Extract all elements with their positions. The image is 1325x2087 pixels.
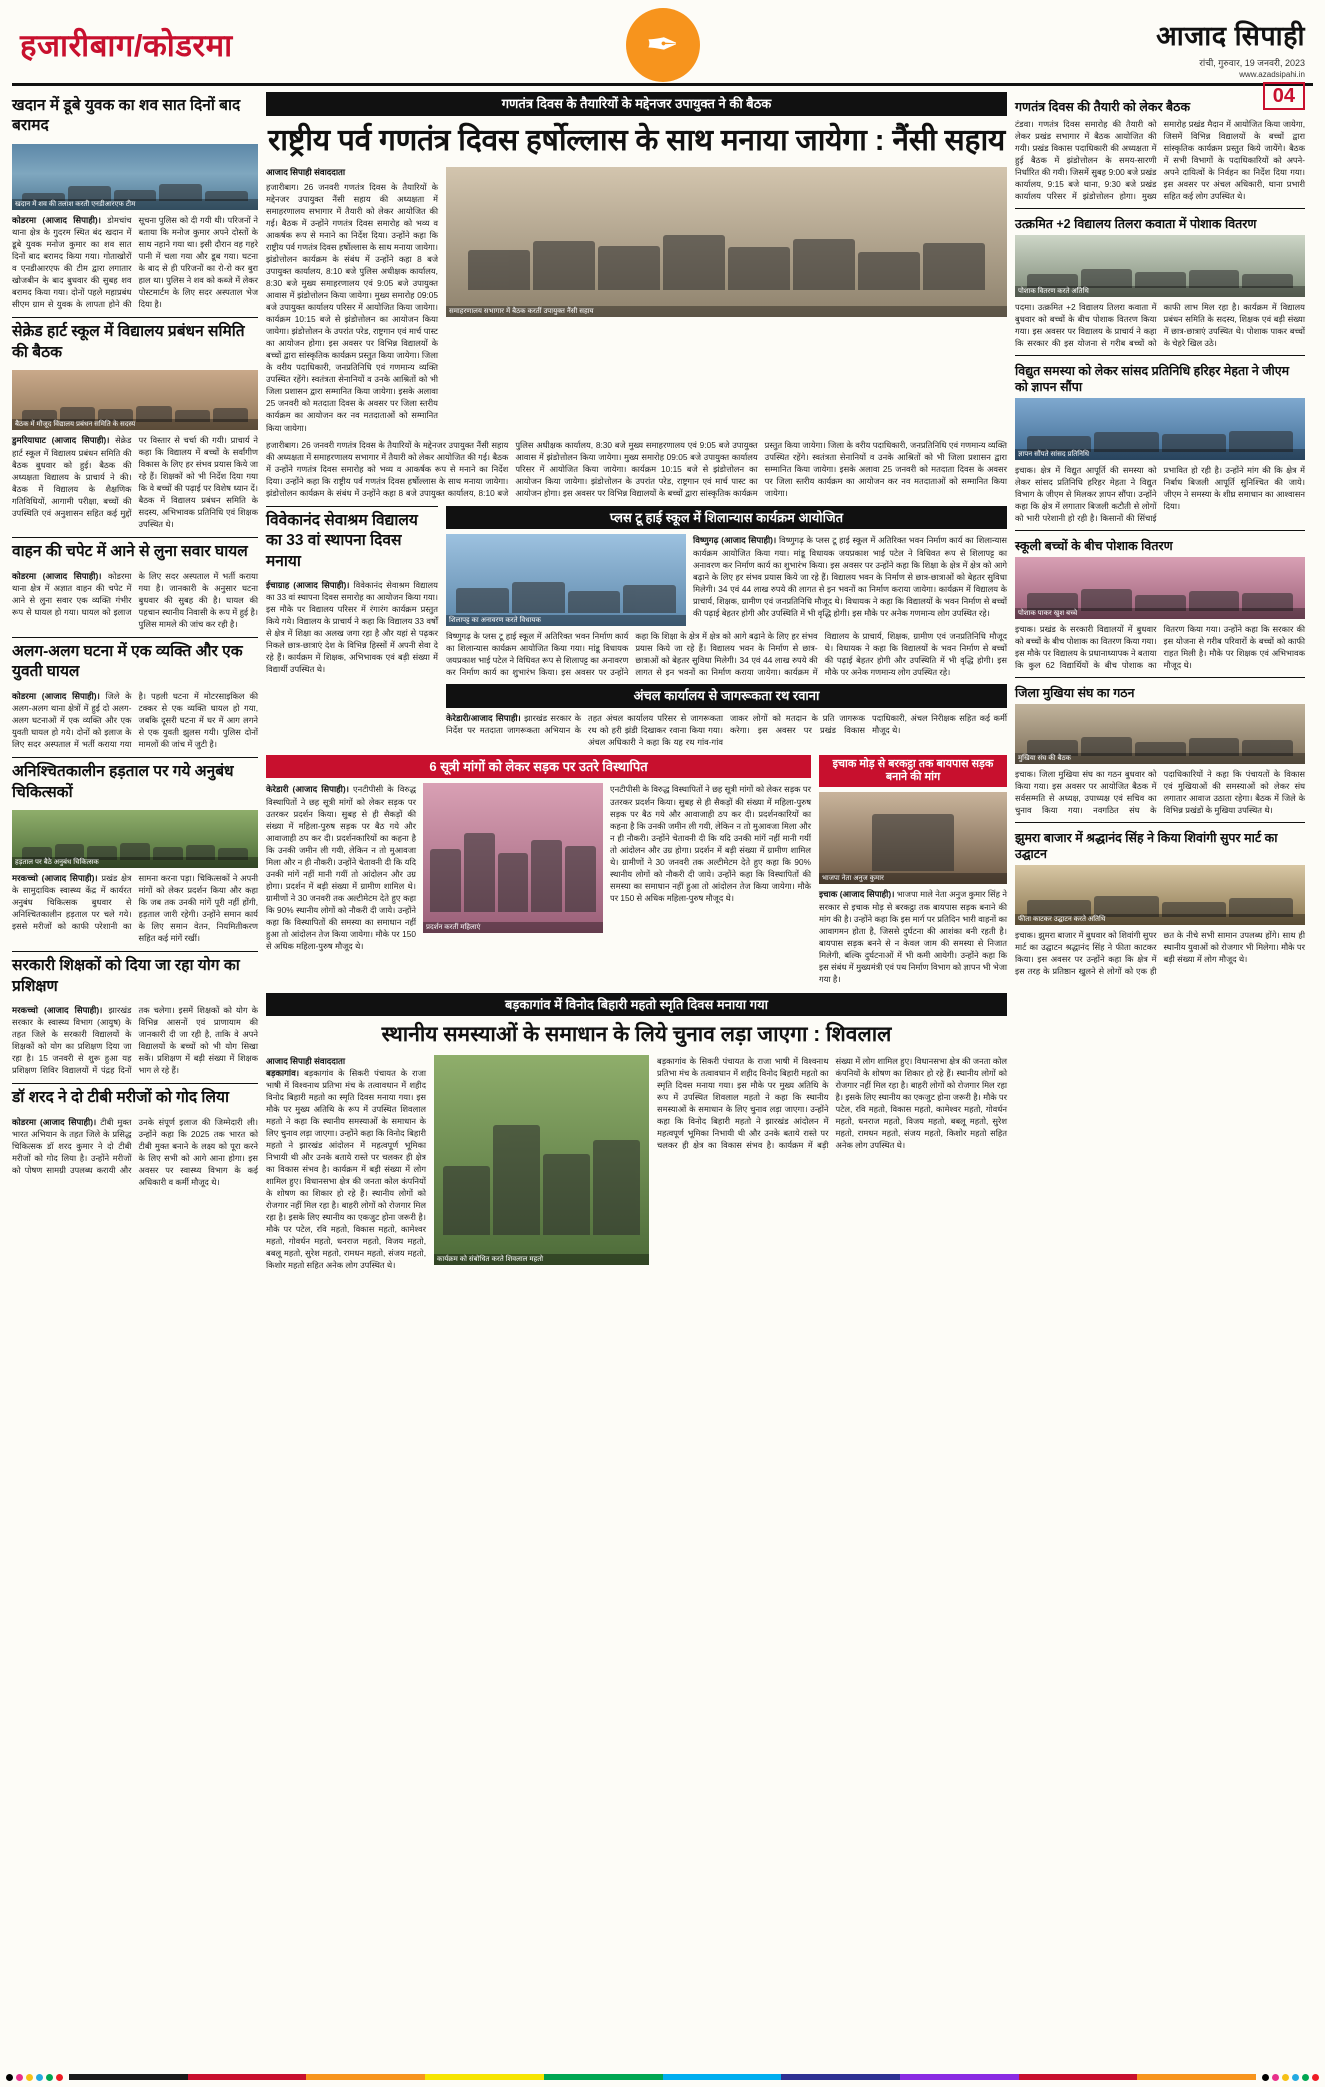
article-byline: मरकच्चो (आजाद सिपाही)। xyxy=(12,1005,103,1016)
article-body: झारखंड सरकार के निर्देश पर मतदाता जागरूकता अभियान के तहत अंचल कार्यालय परिसर से जागरूकता रथ को हरी झंडी दिखाकर रवाना किया गया। अंचल अधिकारी ने कहा कि यह रथ गांव-गांव जाकर लोगों को मतदान के प्रति जागरूक करेगा। इस अवसर पर प्रखंड विकास पदाधिकारी, अंचल निरीक्षक सहित कई कर्मी मौजूद थे। xyxy=(446,712,1007,747)
article-photo xyxy=(434,1055,649,1265)
photo-caption: भाजपा नेता अनुज कुमार xyxy=(819,873,1007,884)
left-column xyxy=(12,92,258,2047)
edition-title: हजारीबाग/कोडरमा xyxy=(20,28,233,63)
article-headline: जिला मुखिया संघ का गठन xyxy=(1015,686,1135,701)
article-headline: विवेकानंद सेवाश्रम विद्यालय का 33 वां स्थापना दिवस मनाया xyxy=(266,506,438,576)
article-banner: 6 सूत्री मांगों को लेकर सड़क पर उतरे विस्थापित xyxy=(266,755,811,779)
lead-body-b: हजारीबाग। 26 जनवरी गणतंत्र दिवस के तैयारियों के मद्देनजर उपायुक्त नैंसी सहाय की अध्यक्षता में समाहरणालय सभागार में तैयारी को लेकर आयोजित की गई। बैठक में उन्होंने गणतंत्र दिवस समारोह को भव्य व आकर्षक रूप से मनाने का निर्देश दिया। उन्होंने कहा कि राष्ट्रीय पर्व गणतंत्र दिवस हर्षोल्लास के साथ मनाया जायेगा। झंडोत्तोलन कार्यक्रम के संबंध में उन्होंने कहा 8 बजे उपायुक्त कार्यालय, 8:10 बजे पुलिस अधीक्षक कार्यालय, 8:30 बजे मुख्य समाहरणालय एवं 9:05 बजे उपायुक्त आवास में झंडोत्तोलन किया जायेगा। मुख्य समारोह 09:05 बजे उपायुक्त कार्यालय परिसर में आयोजित किया जायेगा। कार्यक्रम 10:15 बजे से झंडोत्तोलन का आयोजन किया जायेगा। झंडोत्तोलन के उपरांत परेड, राष्ट्रगान एवं मार्च पास्ट का आयोजन होगा। इस अवसर पर विभिन्न विद्यालयों के बच्चों द्वारा सांस्कृतिक कार्यक्रम प्रस्तुत किया जायेगा। जिला के वरीय पदाधिकारी, जनप्रतिनिधि एवं गणमान्य व्यक्ति उपस्थित रहेंगे। स्वतंत्रता सेनानियों व उनके आश्रितों को भी जिला प्रशासन द्वारा सम्मानित किया जायेगा। इसके अलावा 25 जनवरी को मतदाता दिवस के अवसर पर जिला स्तरीय कार्यक्रम का आयोजन कर नव मतदाताओं को सम्मानित किया जायेगा। xyxy=(266,439,1007,498)
center-column xyxy=(266,92,1007,2047)
article-dateline: बड़कागांव। xyxy=(266,1067,300,1078)
article-body: झारखंड सरकार के स्वास्थ्य विभाग (आयुष) के तहत जिले के सरकारी विद्यालयों के शिक्षकों को योग का प्रशिक्षण दिया जा रहा है। 15 जनवरी से शुरू हुआ यह प्रशिक्षण शिविर विद्यालयों में पंद्रह दिनों तक चलेगा। इसमें शिक्षकों को योग के विभिन्न आसनों एवं प्राणायाम की जानकारी दी जा रही है, ताकि वे अपने विद्यालयों के बच्चों को भी योग सिखा सकें। प्रशिक्षण में बड़ी संख्या में शिक्षक भाग ले रहे हैं। xyxy=(12,1005,258,1076)
fountain-pen-icon: ✒ xyxy=(626,8,700,82)
article-photo xyxy=(1015,865,1305,925)
article-body: बड़कागांव के सिकरी पंचायत के राजा भाषी में विश्वनाथ प्रतिभा मंच के तत्वावधान में शहीद विनोद बिहारी महतो का स्मृति दिवस मनाया गया। इस मौके पर मुख्य अतिथि के रूप में उपस्थित शिवलाल महतो ने कहा कि स्थानीय समस्याओं के समाधान के लिए चुनाव लड़ा जाएगा। उन्होंने कहा कि विनोद बिहारी महतो ने झारखंड आंदोलन में महत्वपूर्ण भूमिका निभायी थी और उनके बताये रास्ते पर चलकर ही क्षेत्र का विकास संभव है। कार्यक्रम में बड़ी संख्या में लोग शामिल हुए। विधानसभा क्षेत्र की जनता कोल कंपनियों के शोषण का शिकार हो रहे हैं। स्थानीय लोगों को रोजगार नहीं मिल रहा है। बाहरी लोगों को रोजगार मिल रहा है। इसके लिए स्थानीय का एकजुट होना जरूरी है। मौके पर पटेल, रवि महतो, विकास महतो, कामेश्वर महतो, गोवर्धन महतो, धनराज महतो, विजय महतो, बबलू महतो, सुरेश महतो, रामधन महतो, संजय महतो, किशोर महतो सहित अनेक लोग उपस्थित थे। xyxy=(266,1067,427,1271)
photo-caption: बैठक में मौजूद विद्यालय प्रबंधन समिति के सदस्य xyxy=(12,419,258,430)
article-byline: केरेडारी/आजाद सिपाही। xyxy=(446,712,521,723)
lead-headline: राष्ट्रीय पर्व गणतंत्र दिवस हर्षोल्लास के साथ मनाया जायेगा : नैंसी सहाय xyxy=(267,123,1006,157)
color-dots-right xyxy=(1256,2074,1325,2081)
place-date: रांची, गुरुवार, 19 जनवरी, 2023 xyxy=(1199,58,1305,68)
article-body: विवेकानंद सेवाश्रम विद्यालय का 33 वां स्थापना दिवस समारोह का आयोजन किया गया। इस मौके पर विद्यालय परिसर में रंगारंग कार्यक्रम प्रस्तुत किये गये। विद्यालय के प्राचार्य ने कहा कि विद्यालय 33 वर्षों से क्षेत्र में शिक्षा का अलख जगा रहा है और यहां से पढ़कर निकले छात्र-छात्राएं देश के विभिन्न हिस्सों में अपनी सेवा दे रहे हैं। कार्यक्रम में शिक्षक, अभिभावक एवं बड़ी संख्या में विद्यार्थी उपस्थित थे। xyxy=(266,579,438,675)
article-photo xyxy=(12,144,258,210)
page-number: 04 xyxy=(1263,82,1305,110)
article-byline: कोडरमा (आजाद सिपाही)। xyxy=(12,570,102,581)
article-byline: कोडरमा (आजाद सिपाही)। xyxy=(12,690,100,701)
article-mukhiya-sangh xyxy=(1015,677,1305,816)
lead-photo xyxy=(446,167,1007,317)
article-hadtal-chikitsak xyxy=(12,757,258,944)
article-barkagaon xyxy=(266,993,1007,1272)
article-photo xyxy=(12,810,258,868)
article-body: इचाक। प्रखंड के सरकारी विद्यालयों में बुधवार को बच्चों के बीच पोशाक का वितरण किया गया। इस मौके पर विद्यालय के प्रधानाध्यापक ने बताया कि कुल 62 विद्यार्थियों के बीच पोशाक का वितरण किया गया। उन्होंने कहा कि सरकार की इस योजना से गरीब परिवारों के बच्चों को काफी राहत मिली है। मौके पर शिक्षक एवं अभिभावक मौजूद थे। xyxy=(1015,624,1305,671)
article-alag-alag-ghatna xyxy=(12,637,258,750)
photo-caption: पोशाक पाकर खुश बच्चे xyxy=(1015,608,1305,619)
article-headline: विद्युत समस्या को लेकर सांसद प्रतिनिधि हरिहर मेहता ने जीएम को ज्ञापन सौंपा xyxy=(1015,364,1290,395)
article-photo xyxy=(1015,704,1305,764)
article-byline: इचाक (आजाद सिपाही)। xyxy=(819,889,895,900)
article-photo xyxy=(1015,398,1305,460)
article-body: जिले के अलग-अलग थाना क्षेत्रों में हुई दो अलग-अलग घटनाओं में एक व्यक्ति और एक युवती घायल हो गये। दोनों को इलाज के लिए सदर अस्पताल में भर्ती कराया गया है। पहली घटना में मोटरसाइकिल की टक्कर से एक व्यक्ति घायल हो गया, जबकि दूसरी घटना में घर में आग लगने से एक युवती झुलस गयी। पुलिस दोनों मामलों की जांच में जुटी है। xyxy=(12,690,258,750)
article-poshak-tilra xyxy=(1015,208,1305,349)
right-column xyxy=(1015,92,1305,2047)
article-byline: विष्णुगढ़ (आजाद सिपाही)। xyxy=(693,535,777,546)
mid-row-3 xyxy=(266,755,1007,985)
article-plus-two-school xyxy=(446,506,1007,679)
article-body-cont: एनटीपीसी के विरुद्ध विस्थापितों ने छह सूत्री मांगों को लेकर सड़क पर उतरकर प्रदर्शन किया। सुबह से ही सैकड़ों की संख्या में महिला-पुरुष सड़क पर बैठ गये और आवाजाही ठप कर दी। प्रदर्शनकारियों का कहना है कि उनकी जमीन ली गयी, लेकिन न तो मुआवजा मिला और न ही नौकरी। उन्होंने चेतावनी दी कि यदि उनकी मांगें नहीं मानी गयीं तो आंदोलन और उग्र होगा। प्रदर्शन में बड़ी संख्या में ग्रामीण शामिल थे। ग्रामीणों ने 30 जनवरी तक अल्टीमेटम देते हुए कहा कि 90% स्थानीय लोगों को नौकरी दी जाये। उन्होंने कहा कि विस्थापितों की समस्या का समाधान नहीं हुआ तो आंदोलन तेज किया जायेगा। मौके पर 150 से अधिक महिला-पुरुष मौजूद थे। xyxy=(610,784,811,903)
photo-caption: प्रदर्शन करतीं महिलाएं xyxy=(423,922,603,933)
article-headline: उत्क्रमित +2 विद्यालय तिलरा कवाता में पोशाक वितरण xyxy=(1015,217,1257,232)
article-khadan-shav xyxy=(12,92,258,310)
mid-row-1 xyxy=(266,506,1007,679)
article-vidyut-samasya xyxy=(1015,355,1305,524)
article-body: प्रखंड क्षेत्र के सामुदायिक स्वास्थ्य केंद्र में कार्यरत अनुबंध चिकित्सक बुधवार से अनिश्चितकालीन हड़ताल पर चले गये। इससे मरीजों को काफी परेशानी का सामना करना पड़ा। चिकित्सकों ने अपनी मांगों को लेकर प्रदर्शन किया और कहा कि जब तक उनकी मांगें पूरी नहीं होंगी, हड़ताल जारी रहेगी। उन्होंने समान कार्य के लिए समान वेतन, नियमितीकरण सहित कई मांगें रखीं। xyxy=(12,873,258,944)
lead-article xyxy=(266,92,1007,499)
website-url[interactable]: www.azadsipahi.in xyxy=(1239,70,1305,79)
article-body: कोडरमा थाना क्षेत्र में अज्ञात वाहन की चपेट में आने से लुना सवार एक व्यक्ति गंभीर रूप से घायल हो गया। घायल को इलाज के लिए सदर अस्पताल में भर्ती कराया गया है। जानकारी के अनुसार घटना बुधवार की सुबह की है। घायल की पहचान स्थानीय निवासी के रूप में हुई है। पुलिस मामले की जांच कर रही है। xyxy=(12,570,258,629)
article-headline: सेक्रेड हार्ट स्कूल में विद्यालय प्रबंधन समिति की बैठक xyxy=(12,317,258,367)
article-headline: स्कूली बच्चों के बीच पोशाक वितरण xyxy=(1015,539,1173,554)
article-headline: झुमरा बाजार में श्रद्धानंद सिंह ने किया शिवांगी सुपर मार्ट का उद्घाटन xyxy=(1015,831,1278,862)
article-photo xyxy=(446,534,686,626)
article-photo xyxy=(12,370,258,430)
lead-body-a: हजारीबाग। 26 जनवरी गणतंत्र दिवस के तैयारियों के मद्देनजर उपायुक्त नैंसी सहाय की अध्यक्षता में समाहरणालय सभागार में तैयारी को लेकर आयोजित की गई। बैठक में उन्होंने गणतंत्र दिवस समारोह को भव्य व आकर्षक रूप से मनाने का निर्देश दिया। उन्होंने कहा कि राष्ट्रीय पर्व गणतंत्र दिवस हर्षोल्लास के साथ मनाया जायेगा। झंडोत्तोलन कार्यक्रम के संबंध में उन्होंने कहा 8 बजे उपायुक्त कार्यालय, 8:10 बजे पुलिस अधीक्षक कार्यालय, 8:30 बजे मुख्य समाहरणालय एवं 9:05 बजे उपायुक्त आवास में झंडोत्तोलन किया जायेगा। मुख्य समारोह 09:05 बजे उपायुक्त कार्यालय परिसर में आयोजित किया जायेगा। कार्यक्रम 10:15 बजे से झंडोत्तोलन का आयोजन किया जायेगा। झंडोत्तोलन के उपरांत परेड, राष्ट्रगान एवं मार्च पास्ट का आयोजन होगा। इस अवसर पर विभिन्न विद्यालयों के बच्चों द्वारा सांस्कृतिक कार्यक्रम प्रस्तुत किया जायेगा। जिला के वरीय पदाधिकारी, जनप्रतिनिधि एवं गणमान्य व्यक्ति उपस्थित रहेंगे। स्वतंत्रता सेनानियों व उनके आश्रितों को भी जिला प्रशासन द्वारा सम्मानित किया जायेगा। इसके अलावा 25 जनवरी को मतदाता दिवस के अवसर पर जिला स्तरीय कार्यक्रम का आयोजन कर नव मतदाताओं को सम्मानित किया जायेगा। xyxy=(266,182,438,433)
article-photo xyxy=(819,792,1007,884)
article-headline: डॉ शरद ने दो टीबी मरीजों को गोद लिया xyxy=(12,1083,258,1112)
article-vahan-chapet xyxy=(12,537,258,630)
page-columns xyxy=(12,92,1313,2047)
photo-caption: ज्ञापन सौंपते सांसद प्रतिनिधि xyxy=(1015,449,1305,460)
article-6-sutri xyxy=(266,755,811,985)
masthead-right xyxy=(1156,16,1305,110)
article-banner: अंचल कार्यालय से जागरूकता रथ रवाना xyxy=(446,684,1007,708)
article-photo xyxy=(423,783,603,933)
article-banner: इचाक मोड़ से बरकट्ठा तक बायपास सड़क बनाने की मांग xyxy=(819,755,1007,787)
photo-caption: खदान में शव की तलाश करती एनडीआरएफ टीम xyxy=(12,199,258,210)
article-jagrukta-rath xyxy=(446,684,1007,748)
article-body: टीबी मुक्त भारत अभियान के तहत जिले के प्रसिद्ध चिकित्सक डॉ शरद कुमार ने दो टीबी मरीजों को गोद लिया है। उन्होंने मरीजों को पोषण सामग्री उपलब्ध करायी और उनके संपूर्ण इलाज की जिम्मेदारी ली। उन्होंने कहा कि 2025 तक भारत को टीबी मुक्त बनाने के लक्ष्य को पूरा करने के लिए सभी को आगे आना होगा। इस अवसर पर स्वास्थ्य विभाग के कई अधिकारी व कर्मी मौजूद थे। xyxy=(12,1116,258,1187)
photo-caption: कार्यक्रम को संबोधित करते शिवलाल महतो xyxy=(434,1254,649,1265)
color-dots-left xyxy=(0,2074,69,2081)
article-headline: अनिश्चितकालीन हड़ताल पर गये अनुबंध चिकित्सकों xyxy=(12,757,258,807)
article-byline: कोडरमा (आजाद सिपाही)। xyxy=(12,1116,97,1127)
registration-color-bar xyxy=(0,2067,1325,2087)
article-sacred-heart xyxy=(12,317,258,530)
article-vivekanand xyxy=(266,506,438,679)
article-banner: बड़कागांव में विनोद बिहारी महतो स्मृति दिवस मनाया गया xyxy=(266,993,1007,1017)
article-body: इचाक। जिला मुखिया संघ का गठन बुधवार को किया गया। इस अवसर पर आयोजित बैठक में सर्वसम्मति से अध्यक्ष, उपाध्यक्ष एवं सचिव का चुनाव किया गया। नवगठित संघ के पदाधिकारियों ने कहा कि पंचायतों के विकास एवं मुखियाओं की समस्याओं को लेकर संघ लगातार आवाज उठाता रहेगा। बैठक में जिले के विभिन्न प्रखंडों के मुखिया उपस्थित थे। xyxy=(1015,769,1305,816)
article-yog-prashikshan xyxy=(12,951,258,1076)
article-body: सेक्रेड हार्ट स्कूल में विद्यालय प्रबंधन समिति की बैठक बुधवार को हुई। बैठक की अध्यक्षता विद्यालय के प्राचार्य ने की। बैठक में विद्यालय के शैक्षणिक गतिविधियों, आगामी परीक्षा, बच्चों की उपस्थिति एवं अनुशासन सहित कई मुद्दों पर विस्तार से चर्चा की गयी। प्राचार्य ने कहा कि विद्यालय में बच्चों के सर्वांगीण विकास के लिए हर संभव प्रयास किये जा रहे हैं। शिक्षकों को भी निर्देश दिया गया कि वे बच्चों की पढ़ाई पर विशेष ध्यान दें। बैठक में विद्यालय प्रबंधन समिति के सदस्य, अभिभावक प्रतिनिधि एवं शिक्षक उपस्थित थे। xyxy=(12,435,258,530)
photo-caption: मुखिया संघ की बैठक xyxy=(1015,753,1305,764)
article-headline: वाहन की चपेट में आने से लुना सवार घायल xyxy=(12,537,258,566)
article-byline: डुमरियाघाट (आजाद सिपाही)। xyxy=(12,435,110,446)
logo xyxy=(603,8,723,82)
article-byline: मरकच्चो (आजाद सिपाही)। xyxy=(12,873,98,884)
photo-caption: पोशाक वितरण करते अतिथि xyxy=(1015,286,1305,297)
lead-byline: आजाद सिपाही संवाददाता xyxy=(266,167,346,178)
article-body: विष्णुगढ़ के प्लस टू हाई स्कूल में अतिरिक्त भवन निर्माण कार्य का शिलान्यास कार्यक्रम आयोजित किया गया। मांडू विधायक जयप्रकाश भाई पटेल ने विधिवत रूप से शिलापट्ट का अनावरण कर निर्माण कार्य का शुभारंभ किया। इस अवसर पर उन्होंने कहा कि शिक्षा के क्षेत्र में क्षेत्र को आगे बढ़ाने के लिए हर संभव प्रयास किये जा रहे हैं। विद्यालय भवन के निर्माण से छात्र-छात्राओं को बेहतर सुविधा मिलेगी। 34 एवं 44 लाख रुपये की लागत से इन भवनों का निर्माण कराया जायेगा। कार्यक्रम में विद्यालय के प्राचार्य, शिक्षक, ग्रामीण एवं जनप्रतिनिधि मौजूद थे। विधायक ने कहा कि विद्यालयों के भवन निर्माण से बच्चों की पढ़ाई बेहतर होगी और उपस्थिति में भी वृद्धि होगी। इस मौके पर अनेक गणमान्य लोग उपस्थित रहे। xyxy=(693,535,1008,618)
article-shivangi-supermart xyxy=(1015,822,1305,977)
article-headline: स्थानीय समस्याओं के समाधान के लिये चुनाव लड़ा जाएगा : शिवलाल xyxy=(381,1023,892,1047)
article-photo xyxy=(1015,235,1305,297)
article-byline: केरेडारी (आजाद सिपाही)। xyxy=(266,784,349,795)
photo-caption: हड़ताल पर बैठे अनुबंध चिकित्सक xyxy=(12,857,258,868)
lead-kicker: गणतंत्र दिवस के तैयारियों के मद्देनजर उपायुक्त ने की बैठक xyxy=(266,92,1007,116)
article-body: इचाक। क्षेत्र में विद्युत आपूर्ति की समस्या को लेकर सांसद प्रतिनिधि हरिहर मेहता ने विद्युत विभाग के जीएम से मिलकर ज्ञापन सौंपा। उन्होंने कहा कि क्षेत्र में लगातार बिजली कटौती से लोगों को भारी परेशानी हो रही है। किसानों की सिंचाई प्रभावित हो रही है। उन्होंने मांग की कि क्षेत्र में निर्बाध बिजली आपूर्ति सुनिश्चित की जाये। जीएम ने समस्या के शीघ्र समाधान का आश्वासन दिया। xyxy=(1015,465,1305,524)
photo-caption: फीता काटकर उद्घाटन करते अतिथि xyxy=(1015,914,1305,925)
photo-caption: समाहरणालय सभागार में बैठक करतीं उपायुक्त नैंसी सहाय xyxy=(446,306,1007,317)
brand-name: आजाद सिपाही xyxy=(1156,21,1305,51)
article-headline: अलग-अलग घटना में एक व्यक्ति और एक युवती घायल xyxy=(12,637,258,687)
article-body: पदमा। उत्क्रमित +2 विद्यालय तिलरा कवाता में बुधवार को बच्चों के बीच पोशाक वितरण किया गया। इस अवसर पर विद्यालय के प्राचार्य ने कहा कि सरकार की इस योजना से गरीब बच्चों को काफी लाभ मिल रहा है। कार्यक्रम में विद्यालय प्रबंधन समिति के सदस्य, शिक्षक एवं बड़ी संख्या में छात्र-छात्राएं उपस्थित थे। पोशाक पाकर बच्चों के चेहरे खिल उठे। xyxy=(1015,302,1305,349)
article-body: भाजपा माले नेता अनुज कुमार सिंह ने सरकार से इचाक मोड़ से बरकट्ठा तक बायपास सड़क बनाने की मांग की है। उन्होंने कहा कि इस मार्ग पर प्रतिदिन भारी वाहनों का आवागमन होता है, जिससे दुर्घटना की आशंका बनी रहती है। बायपास सड़क बनने से न केवल जाम की समस्या से निजात मिलेगी, बल्कि दुर्घटनाओं में भी कमी आयेगी। उन्होंने कहा कि इस संबंध में मुख्यमंत्री एवं पथ निर्माण विभाग को ज्ञापन भी भेजा गया है। xyxy=(819,889,1007,984)
article-kicker: प्लस टू हाई स्कूल में शिलान्यास कार्यक्रम आयोजित xyxy=(446,506,1007,530)
article-body: टंडवा। गणतंत्र दिवस समारोह की तैयारी को लेकर प्रखंड सभागार में बैठक आयोजित की गयी। प्रखंड विकास पदाधिकारी की अध्यक्षता में हुई बैठक में झंडोत्तोलन के समय-सारणी निर्धारित की गयी। जिसमें सुबह 9:00 बजे प्रखंड कार्यालय, 9:15 बजे थाना, 9:30 बजे प्रखंड कार्यालय परिसर में झंडोत्तोलन होगा। मुख्य समारोह प्रखंड मैदान में आयोजित किया जायेगा, जिसमें विभिन्न विद्यालयों के बच्चों द्वारा सांस्कृतिक कार्यक्रम प्रस्तुत किये जायेंगे। बैठक में सभी विभागों के पदाधिकारियों को अपने-अपने दायित्वों के निर्वहन का निर्देश दिया गया। इस अवसर पर अंचल अधिकारी, थाना प्रभारी सहित कई लोग उपस्थित थे। xyxy=(1015,119,1305,202)
article-body: एनटीपीसी के विरुद्ध विस्थापितों ने छह सूत्री मांगों को लेकर सड़क पर उतरकर प्रदर्शन किया। सुबह से ही सैकड़ों की संख्या में महिला-पुरुष सड़क पर बैठ गये और आवाजाही ठप कर दी। प्रदर्शनकारियों का कहना है कि उनकी जमीन ली गयी, लेकिन न तो मुआवजा मिला और न ही नौकरी। उन्होंने चेतावनी दी कि यदि उनकी मांगें नहीं मानी गयीं तो आंदोलन और उग्र होगा। प्रदर्शन में बड़ी संख्या में ग्रामीण शामिल थे। ग्रामीणों ने 30 जनवरी तक अल्टीमेटम देते हुए कहा कि 90% स्थानीय लोगों को नौकरी दी जाये। उन्होंने कहा कि विस्थापितों की समस्या का समाधान नहीं हुआ तो आंदोलन तेज किया जायेगा। मौके पर 150 से अधिक महिला-पुरुष मौजूद थे। xyxy=(266,784,416,951)
mid-row-2 xyxy=(266,684,1007,748)
article-photo xyxy=(1015,557,1305,619)
photo-caption: शिलापट्ट का अनावरण करते विधायक xyxy=(446,615,686,626)
article-tb-marij xyxy=(12,1083,258,1188)
article-byline: आजाद सिपाही संवाददाता xyxy=(266,1055,346,1066)
article-headline: सरकारी शिक्षकों को दिया जा रहा योग का प्रशिक्षण xyxy=(12,951,258,1001)
article-headline: खदान में डूबे युवक का शव सात दिनों बाद बरामद xyxy=(12,97,241,135)
article-byline: कोडरमा (आजाद सिपाही)। xyxy=(12,214,101,225)
article-bypass-road xyxy=(819,755,1007,985)
article-headline: गणतंत्र दिवस की तैयारी को लेकर बैठक xyxy=(1015,100,1191,114)
article-body: डोमचांच थाना क्षेत्र के गुदरम स्थित बंद खदान में डूबे युवक मनोज कुमार का शव सात दिनों बाद बरामद किया गया। गोताखोरों व एनडीआरएफ की टीम द्वारा लगातार खोजबीन के बाद बुधवार की सुबह शव बरामद किया गया। दोनों पहले महाप्रबंध सीएम ग्राम से युवक के लापता होने की सूचना पुलिस को दी गयी थी। परिजनों ने बताया कि मनोज कुमार अपने दोस्तों के साथ नहाने गया था। इसी दौरान वह गहरे पानी में चला गया और डूब गया। घटना के बाद से ही परिजनों का रो-रो कर बुरा हाल था। पुलिस ने शव को कब्जे में लेकर पोस्टमार्टम के लिए सदर अस्पताल भेज दिया है। xyxy=(12,214,258,310)
article-skuli-poshak xyxy=(1015,530,1305,671)
article-body-cont: बड़कागांव के सिकरी पंचायत के राजा भाषी में विश्वनाथ प्रतिभा मंच के तत्वावधान में शहीद विनोद बिहारी महतो का स्मृति दिवस मनाया गया। इस मौके पर मुख्य अतिथि के रूप में उपस्थित शिवलाल महतो ने कहा कि स्थानीय समस्याओं के समाधान के लिए चुनाव लड़ा जाएगा। उन्होंने कहा कि विनोद बिहारी महतो ने झारखंड आंदोलन में महत्वपूर्ण भूमिका निभायी थी और उनके बताये रास्ते पर चलकर ही क्षेत्र का विकास संभव है। कार्यक्रम में बड़ी संख्या में लोग शामिल हुए। विधानसभा क्षेत्र की जनता कोल कंपनियों के शोषण का शिकार हो रहे हैं। स्थानीय लोगों को रोजगार नहीं मिल रहा है। बाहरी लोगों को रोजगार मिल रहा है। इसके लिए स्थानीय का एकजुट होना जरूरी है। मौके पर पटेल, रवि महतो, विकास महतो, कामेश्वर महतो, गोवर्धन महतो, धनराज महतो, विजय महतो, बबलू महतो, सुरेश महतो, रामधन महतो, संजय महतो, किशोर महतो सहित अनेक लोग उपस्थित थे। xyxy=(657,1055,1008,1150)
article-byline: ईचाग्राह (आजाद सिपाही)। xyxy=(266,579,350,590)
article-body-cont: विष्णुगढ़ के प्लस टू हाई स्कूल में अतिरिक्त भवन निर्माण कार्य का शिलान्यास कार्यक्रम आयोजित किया गया। मांडू विधायक जयप्रकाश भाई पटेल ने विधिवत रूप से शिलापट्ट का अनावरण कर निर्माण कार्य का शुभारंभ किया। इस अवसर पर उन्होंने कहा कि शिक्षा के क्षेत्र में क्षेत्र को आगे बढ़ाने के लिए हर संभव प्रयास किये जा रहे हैं। विद्यालय भवन के निर्माण से छात्र-छात्राओं को बेहतर सुविधा मिलेगी। 34 एवं 44 लाख रुपये की लागत से इन भवनों का निर्माण कराया जायेगा। कार्यक्रम में विद्यालय के प्राचार्य, शिक्षक, ग्रामीण एवं जनप्रतिनिधि मौजूद थे। विधायक ने कहा कि विद्यालयों के भवन निर्माण से बच्चों की पढ़ाई बेहतर होगी और उपस्थिति में भी वृद्धि होगी। इस मौके पर अनेक गणमान्य लोग उपस्थित रहे। xyxy=(446,631,1007,678)
article-body: इचाक। झुमरा बाजार में बुधवार को शिवांगी सुपर मार्ट का उद्घाटन श्रद्धानंद सिंह ने फीता काटकर किया। इस अवसर पर उन्होंने कहा कि क्षेत्र में इस तरह के प्रतिष्ठान खुलने से लोगों को एक ही छत के नीचे सभी सामान उपलब्ध होंगे। साथ ही स्थानीय युवाओं को रोजगार भी मिलेगा। मौके पर बड़ी संख्या में लोग मौजूद थे। xyxy=(1015,930,1305,977)
